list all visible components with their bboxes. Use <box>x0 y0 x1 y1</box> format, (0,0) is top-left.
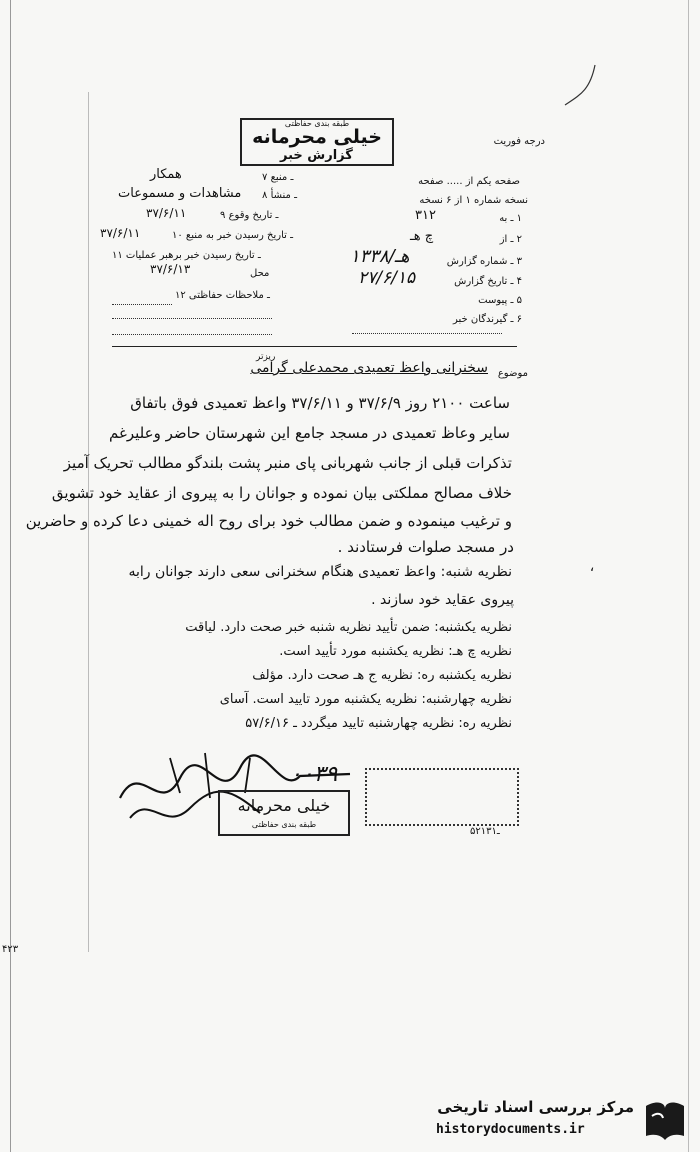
margin-mark: ‘ <box>590 566 595 582</box>
field-operator-received-label: ۱۱ ـ تاریخ رسیدن خبر برهبر عملیات <box>112 250 261 261</box>
field-date-value: ۳۷/۶/۱۱ <box>146 206 187 220</box>
form-code: ۵۲ـ۱۳۱ <box>470 826 500 837</box>
note-line-2: نظریه چ هـ: نظریه یکشنبه مورد تأیید است. <box>279 644 512 659</box>
copy-line: نسخه شماره ۱ از ۶ نسخه <box>419 195 528 206</box>
field-place-label: محل <box>250 268 270 279</box>
field-source-value: همکار <box>150 167 182 182</box>
field-place-value: ۳۷/۶/۱۳ <box>150 262 191 276</box>
body-line-2: سایر وعاظ تعمیدی در مسجد جامع این شهرستان حاضر وعلیرغم <box>109 424 510 442</box>
field-origin-value: مشاهدات و مسموعات <box>118 186 242 201</box>
stamp-title: خیلی محرمانه <box>252 126 382 148</box>
corner-mark <box>560 60 600 110</box>
page-line: صفحه یکم از ..... صفحه <box>418 176 520 187</box>
header-divider <box>112 346 517 347</box>
note-line-5: نظریه ره: نظریه چهارشنبه تایید میگردد ـ ۵۷/۶/۱۶ <box>245 716 512 731</box>
field-source-received-value: ۳۷/۶/۱۱ <box>100 226 141 240</box>
body-line-6: در مسجد صلوات فرستادند . <box>337 538 514 556</box>
body-line-5: و ترغیب مینموده و ضمن مطالب خود برای روح اله خمینی دعا کرده و حاضرین <box>25 512 512 530</box>
note-line-4: نظریه چهارشنبه: نظریه یکشنبه مورد تایید است. آسای <box>219 692 512 707</box>
bottom-stamp-subtitle: طبقه بندی حفاظتی <box>251 820 317 829</box>
field-from-label: ۲ ـ از <box>499 234 522 245</box>
margin-line <box>10 0 11 1152</box>
field-report-date-value: ۲۷/۶/۱۵ <box>358 268 416 288</box>
logo-url: historydocuments.ir <box>436 1122 585 1137</box>
field-source-label: ۷ ـ منبع <box>262 172 294 183</box>
right-margin-line <box>688 0 689 1152</box>
field-from-value: چ هـ <box>410 229 434 244</box>
archive-logo <box>418 1096 696 1146</box>
field-origin-label: ۸ ـ منشأ <box>262 190 298 201</box>
field-attachment-label: ۵ ـ پیوست <box>478 295 522 306</box>
date-stamp-box <box>365 768 519 826</box>
field-to-value: ۳۱۲ <box>415 208 436 223</box>
margin-number: ۴۲۳ <box>2 944 19 955</box>
field-source-received-label: ۱۰ ـ تاریخ رسیدن خبر به منبع <box>172 230 294 241</box>
body-line-3: تذکرات قبلی از جانب شهربانی پای منبر پشت بلندگو مطالب تحریک آمیز <box>63 454 512 472</box>
field-to-label: ۱ ـ به <box>499 213 522 224</box>
subject-text: سخنرانی واعظ تعمیدی محمدعلی گرامی <box>250 360 488 376</box>
field-security-notes-label: ۱۲ ـ ملاحظات حفاظتی <box>175 290 270 301</box>
bottom-classification-stamp <box>218 790 350 836</box>
report-title: گزارش خبر <box>280 148 353 163</box>
bottom-stamp-title: خیلی محرمانه <box>237 796 331 815</box>
priority-label: درجه فوریت <box>493 136 545 147</box>
note-line-1: نظریه یکشنبه: ضمن تأیید نظریه شنبه خبر صحت دارد. لیاقت <box>185 620 512 635</box>
book-logo-icon <box>640 1096 690 1144</box>
note-line-3: نظریه یکشنبه ره: نظریه ج هـ صحت دارد. مؤلف <box>252 668 512 683</box>
body-line-4: خلاف مصالح مملکتی بیان نموده و جوانان را به پیروی از عقاید خود تشویق <box>51 484 512 502</box>
handwritten-number: ۰۰۳۹ <box>290 762 338 787</box>
field-recipients-label: ۶ ـ گیرندگان خبر <box>452 314 522 325</box>
logo-title: مرکز بررسی اسناد تاریخی <box>437 1098 634 1116</box>
field-report-number-value: ۱۳۳۸/هـ <box>350 246 410 267</box>
subject-label: موضوع <box>497 368 528 379</box>
field-report-number-label: ۳ ـ شماره گزارش <box>446 256 522 267</box>
opinion-line-1: نظریه شنبه: واعظ تعمیدی هنگام سخنرانی سعی دارند جوانان رابه <box>128 564 512 580</box>
stamp-subtitle: طبقه بندی حفاظتی <box>284 119 350 128</box>
subject-annotation: ریزتر <box>256 352 276 362</box>
field-report-date-label: ۴ ـ تاریخ گزارش <box>454 276 522 287</box>
body-line-1: ساعت ۲۱۰۰ روز ۳۷/۶/۹ و ۳۷/۶/۱۱ واعظ تعمیدی فوق باتفاق <box>130 394 510 412</box>
opinion-line-2: پیروی عقاید خود سازند . <box>371 592 514 608</box>
field-date-label: ۹ ـ تاریخ وقوع <box>220 210 279 221</box>
